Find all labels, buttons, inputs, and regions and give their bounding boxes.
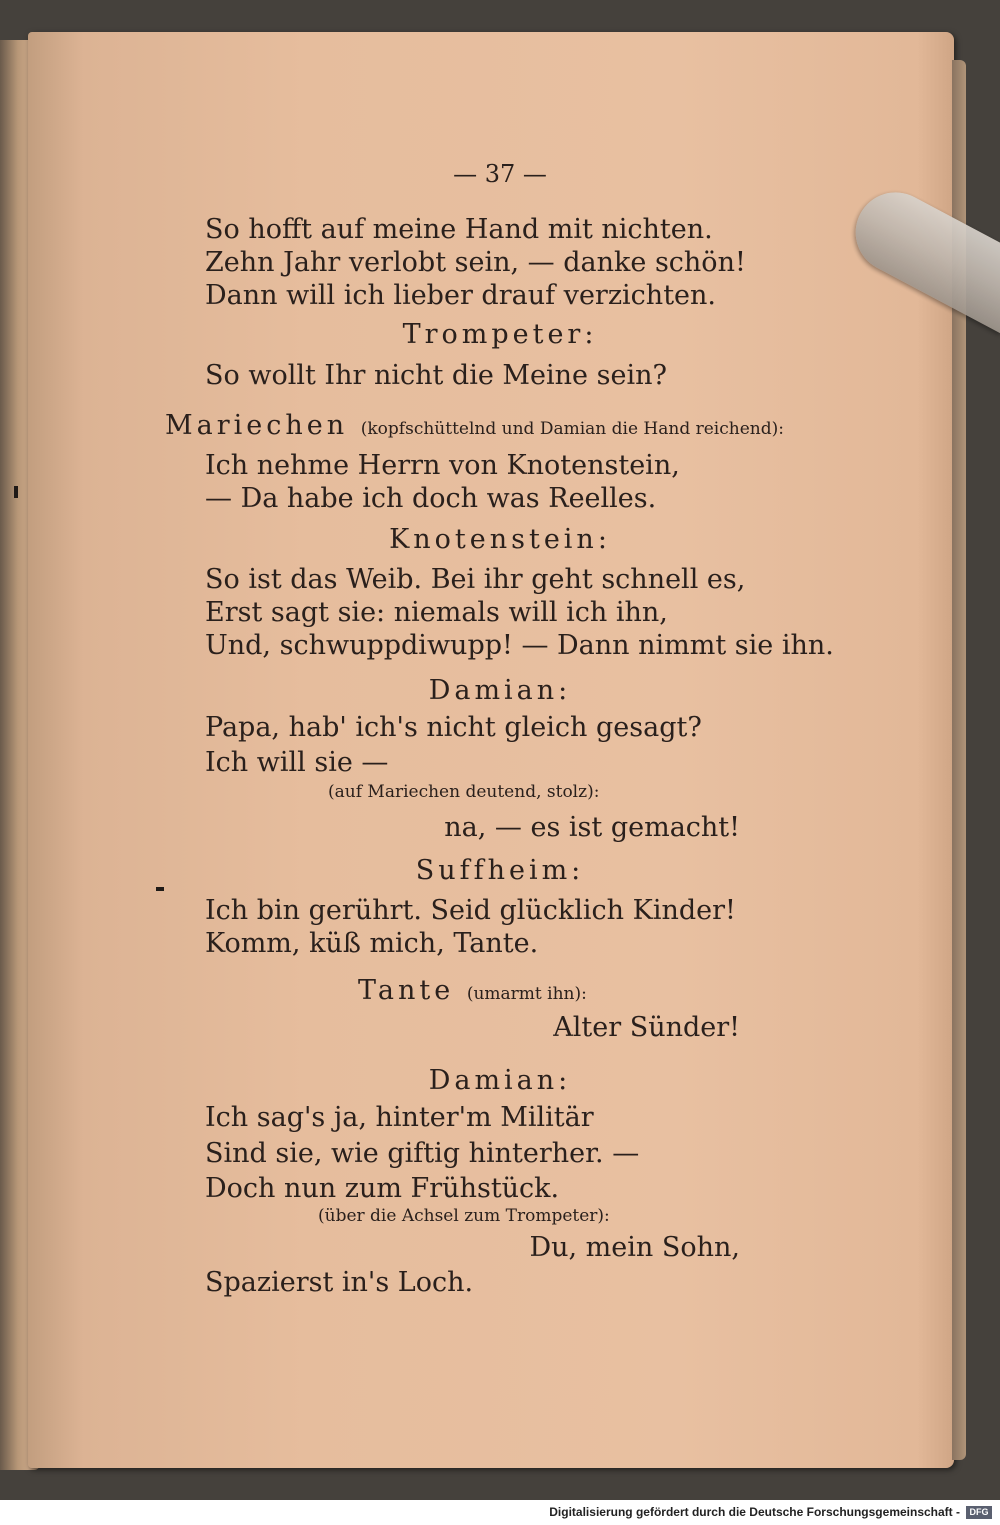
- verse-line: — Da habe ich doch was Reelles.: [205, 483, 657, 514]
- verse-line: Spazierst in's Loch.: [205, 1267, 474, 1298]
- verse-line: Komm, küß mich, Tante.: [205, 928, 539, 959]
- stage-direction: (auf Mariechen deutend, stolz):: [328, 782, 600, 802]
- speaker-suffheim: Suffheim:: [415, 855, 585, 886]
- verse-line: na, — es ist gemacht!: [444, 812, 740, 843]
- verse-line: Ich will sie —: [205, 747, 389, 778]
- verse-line: So ist das Weib. Bei ihr geht schnell es,: [205, 564, 746, 595]
- verse-line: Sind sie, wie giftig hinterher. —: [205, 1138, 640, 1169]
- speaker-damian: Damian:: [428, 675, 572, 706]
- speaker-name: Mariechen: [165, 410, 349, 441]
- speaker-name: Tante: [358, 975, 455, 1006]
- speaker-knotenstein: Knotenstein:: [389, 524, 611, 555]
- page-number: — 37 —: [453, 160, 547, 188]
- verse-line: So hofft auf meine Hand mit nichten.: [205, 214, 713, 245]
- verse-line: Papa, hab' ich's nicht gleich gesagt?: [205, 712, 702, 743]
- verse-line: Ich sag's ja, hinter'm Militär: [205, 1102, 594, 1133]
- stage-direction: (umarmt ihn):: [466, 984, 587, 1004]
- footer-credit: Digitalisierung gefördert durch die Deutsche Forschungsgemeinschaft -: [549, 1505, 960, 1519]
- verse-line: So wollt Ihr nicht die Meine sein?: [205, 360, 667, 391]
- verse-line: Doch nun zum Frühstück.: [205, 1173, 560, 1204]
- verse-line: Und, schwuppdiwupp! — Dann nimmt sie ihn.: [205, 630, 834, 661]
- speaker-damian: Damian:: [428, 1065, 572, 1096]
- verse-line: Zehn Jahr verlobt sein, — danke schön!: [205, 247, 746, 278]
- footer-bar: [0, 1500, 1000, 1525]
- ink-mark: [14, 486, 18, 498]
- verse-line: Alter Sünder!: [553, 1012, 740, 1043]
- verse-line: Dann will ich lieber drauf verzichten.: [205, 280, 716, 311]
- verse-line: Ich nehme Herrn von Knotenstein,: [205, 450, 680, 481]
- stage-direction: (über die Achsel zum Trompeter):: [318, 1206, 610, 1226]
- dfg-logo: DFG: [966, 1506, 992, 1519]
- speaker-trompeter: Trompeter:: [402, 319, 598, 350]
- speaker-tante: [358, 973, 587, 1012]
- stage-direction: (kopfschüttelnd und Damian die Hand reichend):: [360, 419, 784, 439]
- verse-line: Du, mein Sohn,: [529, 1232, 740, 1263]
- verse-line: Ich bin gerührt. Seid glücklich Kinder!: [205, 895, 736, 926]
- ink-mark: [156, 887, 164, 891]
- verse-line: Erst sagt sie: niemals will ich ihn,: [205, 597, 668, 628]
- speaker-mariechen: [165, 408, 784, 447]
